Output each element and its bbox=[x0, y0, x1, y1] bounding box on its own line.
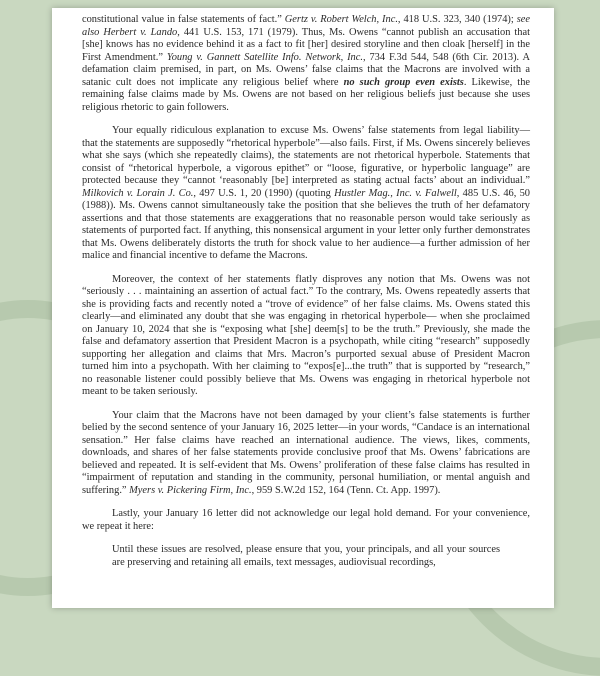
text-run: , 734 F.3d 544, 548 (6th Cir. 2013). A defamation claim premised, in part, on Ms. Owens’ false claims that the Macrons are involved with a satanic cult does not implicate any religious belief where bbox=[82, 51, 530, 88]
paragraph-3: Moreover, the context of her statements flatly disproves any notion that Ms. Owens was not “seriously . . . maintaining an assertion of actual fact.” To the contrary, Ms. Owens repeatedly asserts that she is providing facts and recently noted a “trove of evidence” of her false claims. Ms. Owens stated this clearly—and eliminated any doubt that she was engaging in rhetorical hyperbole— when she proclaimed on January 10, 2024 that she is “exposing what [she] deem[s] to be the truth.” Previously, she made the false and defamatory assertion that President Macron is a psychopath, while citing “research” supposedly supporting her allegation and claims that Mrs. Macron’s purported sexual abuse of President Macron turned him into a psychopath. With her claiming to “expos[e]...the truth” that is supported by “research,” no reasonable listener could possibly believe that Ms. Owens was engaging in rhetorical hyperbole not meant to be taken seriously. bbox=[82, 273, 530, 397]
case-citation: Milkovich v. Lorain J. Co. bbox=[82, 187, 194, 199]
text-run: , 418 U.S. 323, 340 (1974); bbox=[397, 14, 517, 25]
paragraph-5: Lastly, your January 16 letter did not acknowledge our legal hold demand. For your convenience, we repeat it here: bbox=[82, 508, 530, 532]
block-quote: Until these issues are resolved, please ensure that you, your principals, and all your sources are preserving and retaining all emails, text messages, audiovisual recordings, bbox=[112, 544, 500, 568]
paragraph-4 bbox=[82, 410, 530, 498]
document-page bbox=[52, 8, 554, 608]
text-run: Your claim that the Macrons have not been damaged by your client’s false statements is further belied by the second sentence of your January 16, 2025 letter—in your words, “Candace is an international sensation.” Her false claims have reached an international audience. The views, likes, comments, downloads, and shares of her false statements provide conclusive proof that Ms. Owens’ fabrications are believed and repeated. It is self-evident that Ms. Owens’ proliferation of these false claims has resulted in “impairment of reputation and standing in the community, personal humiliation, or mental anguish and suffering.” bbox=[82, 409, 530, 496]
case-citation: Hustler Mag., Inc. v. Falwell bbox=[334, 187, 457, 199]
text-run: , 485 U.S. 46, 50 (1988)). Ms. Owens cannot simultaneously take the position that she believes the truth of her defamatory assertions and that those statements are exaggerations that no reasonable person would take seriously as statements of purported fact. If anything, this nonsensical argument in your letter only further demonstrates that Ms. Owens deliberately distorts the truth for shock value to her audience—a further admission of her malice and financial incentive to defame the Macrons. bbox=[82, 187, 530, 261]
text-run: . Likewise, the remaining false claims made by Ms. Owens are not based on her religious beliefs just because she uses religious rhetoric to gain followers. bbox=[82, 76, 530, 113]
case-citation: Young v. Gannett Satellite Info. Network, Inc. bbox=[166, 51, 363, 63]
emphasis-text: no such group even exists bbox=[343, 76, 464, 88]
case-citation: Gertz v. Robert Welch, Inc. bbox=[284, 14, 398, 25]
paragraph-1 bbox=[82, 14, 530, 114]
text-run: , 497 U.S. 1, 20 (1990) (quoting bbox=[193, 187, 335, 199]
text-run: constitutional value in false statements of fact.” bbox=[82, 14, 285, 25]
text-run: Your equally ridiculous explanation to excuse Ms. Owens’ false statements from legal liability—that the statements are supposedly “rhetorical hyperbole”—also fails. First, if Ms. Owens sincerely believes what she says (which she repeatedly claims), the statements are not rhetorical hyperbole. Statements that consist of “rhetorical hyperbole, a vigorous epithet” or “loose, figurative, or hyperbolic language” are protected because they “cannot ‘reasonably [be] interpreted as stating actual facts’ about an individual.” bbox=[82, 125, 530, 186]
document-body bbox=[82, 14, 530, 580]
case-citation: Myers v. Pickering Firm, Inc. bbox=[129, 484, 252, 496]
text-run: , 441 U.S. 153, 171 (1979). Thus, Ms. Owens “cannot publish an accusation that [she] knows has no evidence behind it as a fact to fit [her] desired storyline and then cloak [herself] in the First Amendment.” bbox=[82, 26, 530, 63]
case-citation: see also Herbert v. Lando bbox=[82, 14, 530, 38]
text-run: , 959 S.W.2d 152, 164 (Tenn. Ct. App. 1997). bbox=[251, 484, 441, 496]
paragraph-2 bbox=[82, 125, 530, 263]
